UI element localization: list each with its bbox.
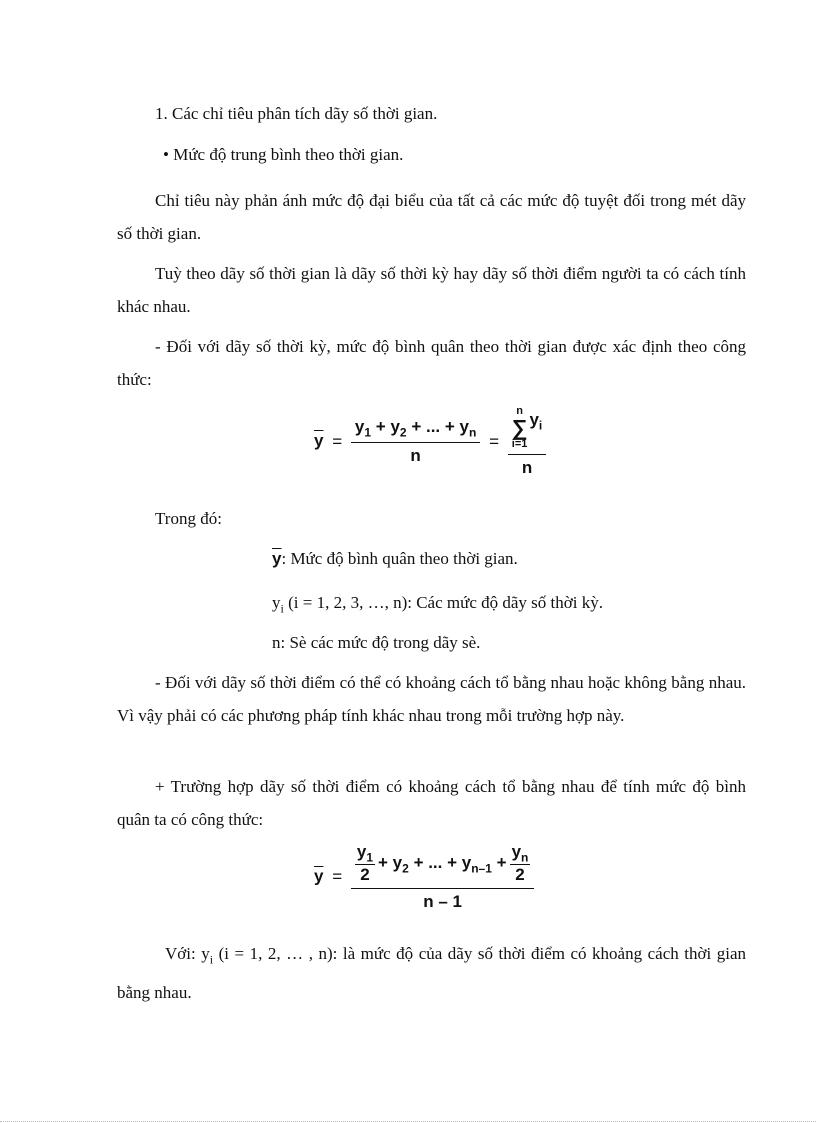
fraction-2-denominator: n (521, 458, 533, 477)
sigma-numerator (508, 405, 547, 455)
y-bar-symbol-2: $\overline{y}$ (314, 866, 324, 886)
definition-2: $y_i$ (i = 1, 2, 3, …, n): Các mức độ dãy số thời kỳ. (272, 593, 603, 616)
formula-mean-moment (314, 842, 534, 912)
closing-paragraph: Với: $y_i$ (i = 1, 2, … , n): là mức độ của dãy số thời điểm có khoảng cách thời gian bằng nhau. (117, 944, 747, 1003)
fraction-1-numerator: $y_1 + y_2$ + ... + $y_n$ (351, 417, 480, 443)
trong-do-label: Trong đó: (155, 509, 222, 528)
paragraph-3: - Đối với dãy số thời kỳ, mức độ bình quân theo thời gian được xác định theo công thức: (117, 337, 746, 389)
fraction-3 (351, 842, 535, 912)
sigma-upper: n (516, 405, 523, 417)
equals-sign-3: = (332, 867, 343, 887)
bullet-item (163, 141, 403, 169)
fraction-1 (351, 417, 480, 466)
fraction-1-denominator: n (410, 446, 421, 466)
bullet-text: Mức độ trung bình theo thời gian. (173, 145, 404, 164)
fraction-3-denominator: n – 1 (423, 892, 462, 912)
sigma-lower: i=1 (511, 438, 528, 450)
sigma-icon: ∑ (511, 415, 528, 440)
paragraph-1: Chỉ tiêu này phản ánh mức độ đại biểu của tất cả các mức độ tuyệt đối trong mét dãy số thời gian. (117, 191, 746, 243)
paragraph-4: - Đối với dãy số thời điểm có thể có khoảng cách tổ bằng nhau hoặc không bằng nhau. Vì vậy phải có các phương pháp tính khác nhau trong mỗi trường hợp này. (117, 673, 746, 725)
paragraph-5: + Trường hợp dãy số thời điểm có khoảng cách tổ bằng nhau để tính mức độ bình quân ta có công thức: (117, 777, 746, 829)
y-bar-symbol: $\overline{y}$ (314, 430, 324, 450)
page-bottom-divider (0, 1121, 816, 1122)
paragraph-2: Tuỳ theo dãy số thời gian là dãy số thời kỳ hay dãy số thời điểm người ta có cách tính khác nhau. (117, 264, 746, 316)
formula-mean-period (314, 405, 546, 478)
def-y-bar: $\overline{y}$ (272, 549, 282, 568)
fraction-3-numerator: $\frac{y_1}{2}$ + $y_2$ + ... + $y_{n-1}$ + $\frac{y_n}{2}$ (351, 842, 535, 889)
equals-sign: = (332, 431, 343, 451)
fraction-2 (508, 405, 547, 478)
half-yn: $\frac{y_n}{2}$ (511, 842, 529, 885)
equals-sign-2: = (489, 431, 500, 451)
definition-3: n: Sè các mức độ trong dãy sè. (272, 633, 481, 652)
bullet-icon: • (163, 145, 169, 164)
sigma-term: $y_i$ (529, 409, 543, 433)
half-y1: $\frac{y_1}{2}$ (356, 842, 374, 885)
section-heading: 1. Các chỉ tiêu phân tích dãy số thời gian. (155, 104, 438, 123)
definition-1: $\overline{y}$: Mức độ bình quân theo thời gian. (272, 549, 518, 568)
